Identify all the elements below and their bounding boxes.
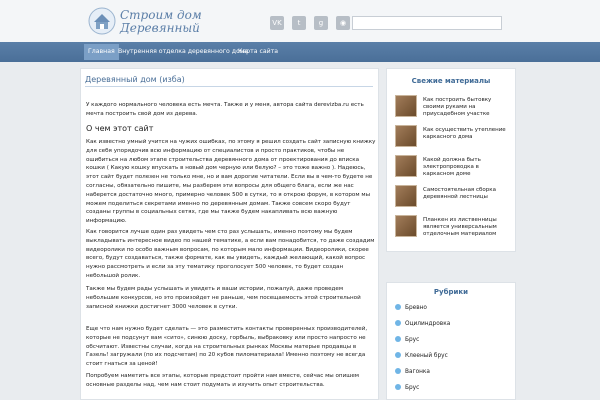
twitter-icon[interactable]: t (292, 16, 306, 30)
post-thumbnail (395, 95, 417, 117)
fresh-post-item[interactable] (395, 125, 511, 149)
post-thumbnail (395, 215, 417, 237)
paragraph-stories: Также мы будем рады услышать и увидеть и ваши истории, пожалуй, даже проведем небольшие конкурсов, но это произойдет не раньше, чем посещаемость этой строительной записной книжки достигнет 3000 человек в сутки. (86, 286, 361, 310)
post-title: Какой должна быть электропроводка в каркасном доме (423, 157, 481, 177)
category-item[interactable] (395, 319, 511, 329)
bullet-icon (395, 368, 401, 374)
fresh-posts-title: Свежие материалы (411, 77, 491, 85)
fresh-post-item[interactable] (395, 95, 511, 119)
bullet-icon (395, 304, 401, 310)
category-item[interactable] (395, 351, 511, 361)
bullet-icon (395, 352, 401, 358)
house-logo-icon (86, 6, 118, 36)
post-title: Как осуществить утепление каркасного дома (423, 127, 506, 140)
post-title: Как построить бытовку своими руками на приусадебном участке (423, 97, 492, 117)
nav-item-interior-finishing[interactable]: Внутренняя отделка деревянного дома (118, 48, 249, 55)
fresh-post-item[interactable] (395, 215, 511, 239)
post-title: Самостоятельная сборка деревянной лестницы (423, 187, 496, 200)
logo-text-line-1: Строим дом (120, 8, 202, 22)
rss-icon[interactable]: ◉ (336, 16, 350, 30)
paragraph-site-purpose: Как известно умный учится на чужих ошибках, по этому я решил создать сайт записную книжку для себя упорядочив всю информацию от специалистов и просто практиков, чтобы не ошибиться на любом этапе строительства деревянного дома от проектирования до вписка кошки ( Какую кошку впускать в новый дом черную или белую? – это тоже важно ). Надеюсь, этот сайт будет полезен не только мне, но и вам дорогие читатели. Если вы в чем-то будете не согласны, обязательно пишите, мы разберем эти вопросы для общего блага, если же нас наберется достаточно много, примерно человек 500 в сутки, то я открою форум, в котором мы можем поделиться секретами именно по деревянным домам. Также совсем скоро будут созданы группы в социальных сетях, где мы также будем накапливать всю важную информацию. (86, 139, 376, 225)
nav-item-sitemap[interactable]: Карта сайта (238, 48, 279, 55)
fresh-posts-widget (386, 68, 516, 252)
paragraph-stages: Попробуем наметить все этапы, которые предстоит пройти нам вместе, сейчас мы опишем основные разделы над, чем нам стоит подумать и изучить опыт строительства. (86, 373, 359, 388)
fresh-post-item[interactable] (395, 185, 511, 209)
post-thumbnail (395, 155, 417, 177)
vk-icon[interactable]: VK (270, 16, 284, 30)
google-icon[interactable]: g (314, 16, 328, 30)
post-title: Планкен из лиственницы является универсальным отделочным материалом (423, 217, 497, 237)
logo-text-line-2: Деревянный (120, 21, 200, 35)
bullet-icon (395, 320, 401, 326)
category-label: Клееный брус (405, 353, 448, 359)
site-header (0, 0, 600, 42)
search-input[interactable] (352, 16, 502, 30)
nav-item-home[interactable]: Главная (84, 44, 119, 60)
category-label: Брус (405, 385, 420, 391)
bullet-icon (395, 384, 401, 390)
category-item[interactable] (395, 303, 511, 313)
article-content (80, 68, 379, 400)
post-thumbnail (395, 185, 417, 207)
categories-widget (386, 282, 516, 400)
site-logo[interactable] (86, 6, 218, 38)
category-item[interactable] (395, 383, 511, 393)
main-navigation (0, 42, 600, 62)
paragraph-contacts: Еще что нам нужно будет сделать — это разместить контакты проверенных производителей, которые не подсунут вам «сито», синюю доску, горбыль, выбраковку или просто напросто не обсчитают. Известны случаи, когда на строительных рынках Москвы матерые продавцы в Газель! загружали (по их подсчетам) по 20 кубов пиломатериала! Именно поэтому не всегда стоит гнаться за ценой! (86, 326, 368, 368)
category-label: Оцилиндровка (405, 321, 451, 327)
post-thumbnail (395, 125, 417, 147)
fresh-post-item[interactable] (395, 155, 511, 179)
category-label: Вагонка (405, 369, 430, 375)
paragraph-intro: У каждого нормального человека есть мечта. Также и у меня, автора сайта derevizba.ru есть мечта построить свой дом из дерева. (86, 102, 364, 117)
categories-title: Рубрики (433, 288, 469, 296)
paragraph-video: Как говорится лучше один раз увидеть чем сто раз услышать, именно поэтому мы будем выкладывать интересное видео по нашей тематике, а если вам понадобится, то даже создадим видеоролики по особо важным вопросам, по которым мало информации. Видеоролики, скорее всего, будут создаваться, также формате, как вы увидеть, каждый желающий, какой вопрос нужно рассмотреть и если за эту тематику проголосует 500 человек, то будет создан небольшой ролик. (86, 229, 375, 279)
category-item[interactable] (395, 367, 511, 377)
page-title: Деревянный дом (изба) (85, 73, 373, 87)
section-heading: О чем этот сайт (86, 124, 154, 133)
category-label: Бревно (405, 305, 427, 311)
bullet-icon (395, 336, 401, 342)
category-item[interactable] (395, 335, 511, 345)
category-label: Брус (405, 337, 420, 343)
